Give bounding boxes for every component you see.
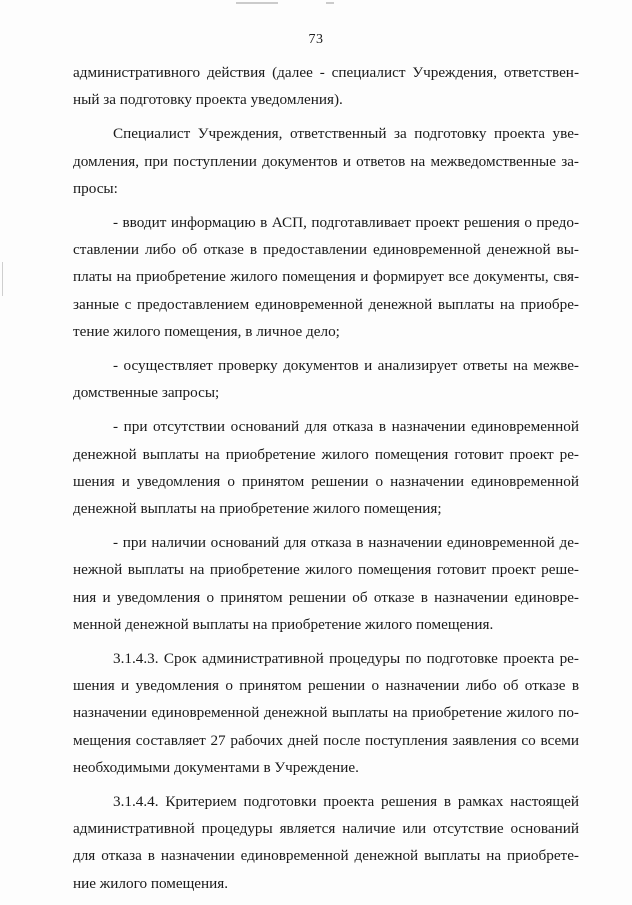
scan-artifact-top <box>236 2 278 4</box>
text-line: занные с предоставлением единовременной денежной выплаты на приобре- <box>73 295 579 313</box>
paragraph <box>73 59 579 113</box>
text-line: домственные запросы; <box>73 384 220 402</box>
text-line: 3.1.4.4. Критерием подготовки проекта решения в рамках настоящей <box>113 793 579 811</box>
text-line: просы: <box>73 179 118 197</box>
text-line: - при наличии оснований для отказа в назначении единовременной де- <box>113 534 579 552</box>
paragraph <box>73 645 579 781</box>
text-line: - при отсутствии оснований для отказа в назначении единовременной <box>113 418 579 436</box>
text-line: - осуществляет проверку документов и анализирует ответы на межве- <box>113 357 579 375</box>
paragraph <box>73 120 579 202</box>
scan-artifact-left-edge <box>2 262 3 296</box>
paragraph <box>73 352 579 406</box>
text-line: 3.1.4.3. Срок административной процедуры по подготовке проекта ре- <box>113 650 579 668</box>
text-line: ный за подготовку проекта уведомления). <box>73 91 343 109</box>
text-line: назначении единовременной денежной выплаты на приобретение жилого по- <box>73 704 579 722</box>
text-line: домления, при поступлении документов и ответов на межведомственные за- <box>73 152 579 170</box>
text-line: денежной выплаты на приобретение жилого помещения; <box>73 500 442 518</box>
text-line: шения и уведомления о принятом решении о назначении либо об отказе в <box>73 677 579 695</box>
text-line: административного действия (далее - специалист Учреждения, ответствен- <box>73 64 579 81</box>
scan-artifact-top-small <box>326 2 334 4</box>
text-line: нежной выплаты на приобретение жилого помещения готовит проект реше- <box>73 561 579 579</box>
paragraph <box>73 529 579 638</box>
text-line: Специалист Учреждения, ответственный за подготовку проекта уве- <box>113 125 579 143</box>
text-line: ния и уведомления о принятом решении об отказе в назначении единовре- <box>73 588 579 606</box>
paragraph <box>73 209 579 345</box>
text-line: административной процедуры является наличие или отсутствие оснований <box>73 820 579 838</box>
paragraph <box>73 413 579 522</box>
text-line: шения и уведомления о принятом решении о назначении единовременной <box>73 472 579 490</box>
text-line: для отказа в назначении единовременной денежной выплаты на приобрете- <box>73 847 579 865</box>
paragraph <box>73 788 579 897</box>
text-line: менной денежной выплаты на приобретение жилого помещения. <box>73 615 494 633</box>
text-line: денежной выплаты на приобретение жилого помещения готовит проект ре- <box>73 445 579 463</box>
text-line: необходимыми документами в Учреждение. <box>73 758 359 776</box>
text-line: ние жилого помещения. <box>73 874 229 892</box>
text-line: платы на приобретение жилого помещения и формирует все документы, свя- <box>73 268 579 286</box>
text-line: тение жилого помещения, в личное дело; <box>73 322 340 340</box>
page-number: 73 <box>308 32 324 47</box>
document-body <box>73 59 579 897</box>
text-line: - вводит информацию в АСП, подготавливает проект решения о предо- <box>113 214 579 232</box>
text-line: мещения составляет 27 рабочих дней после поступления заявления со всеми <box>73 731 579 749</box>
text-line: ставлении либо об отказе в предоставлении единовременной денежной вы- <box>73 241 579 259</box>
